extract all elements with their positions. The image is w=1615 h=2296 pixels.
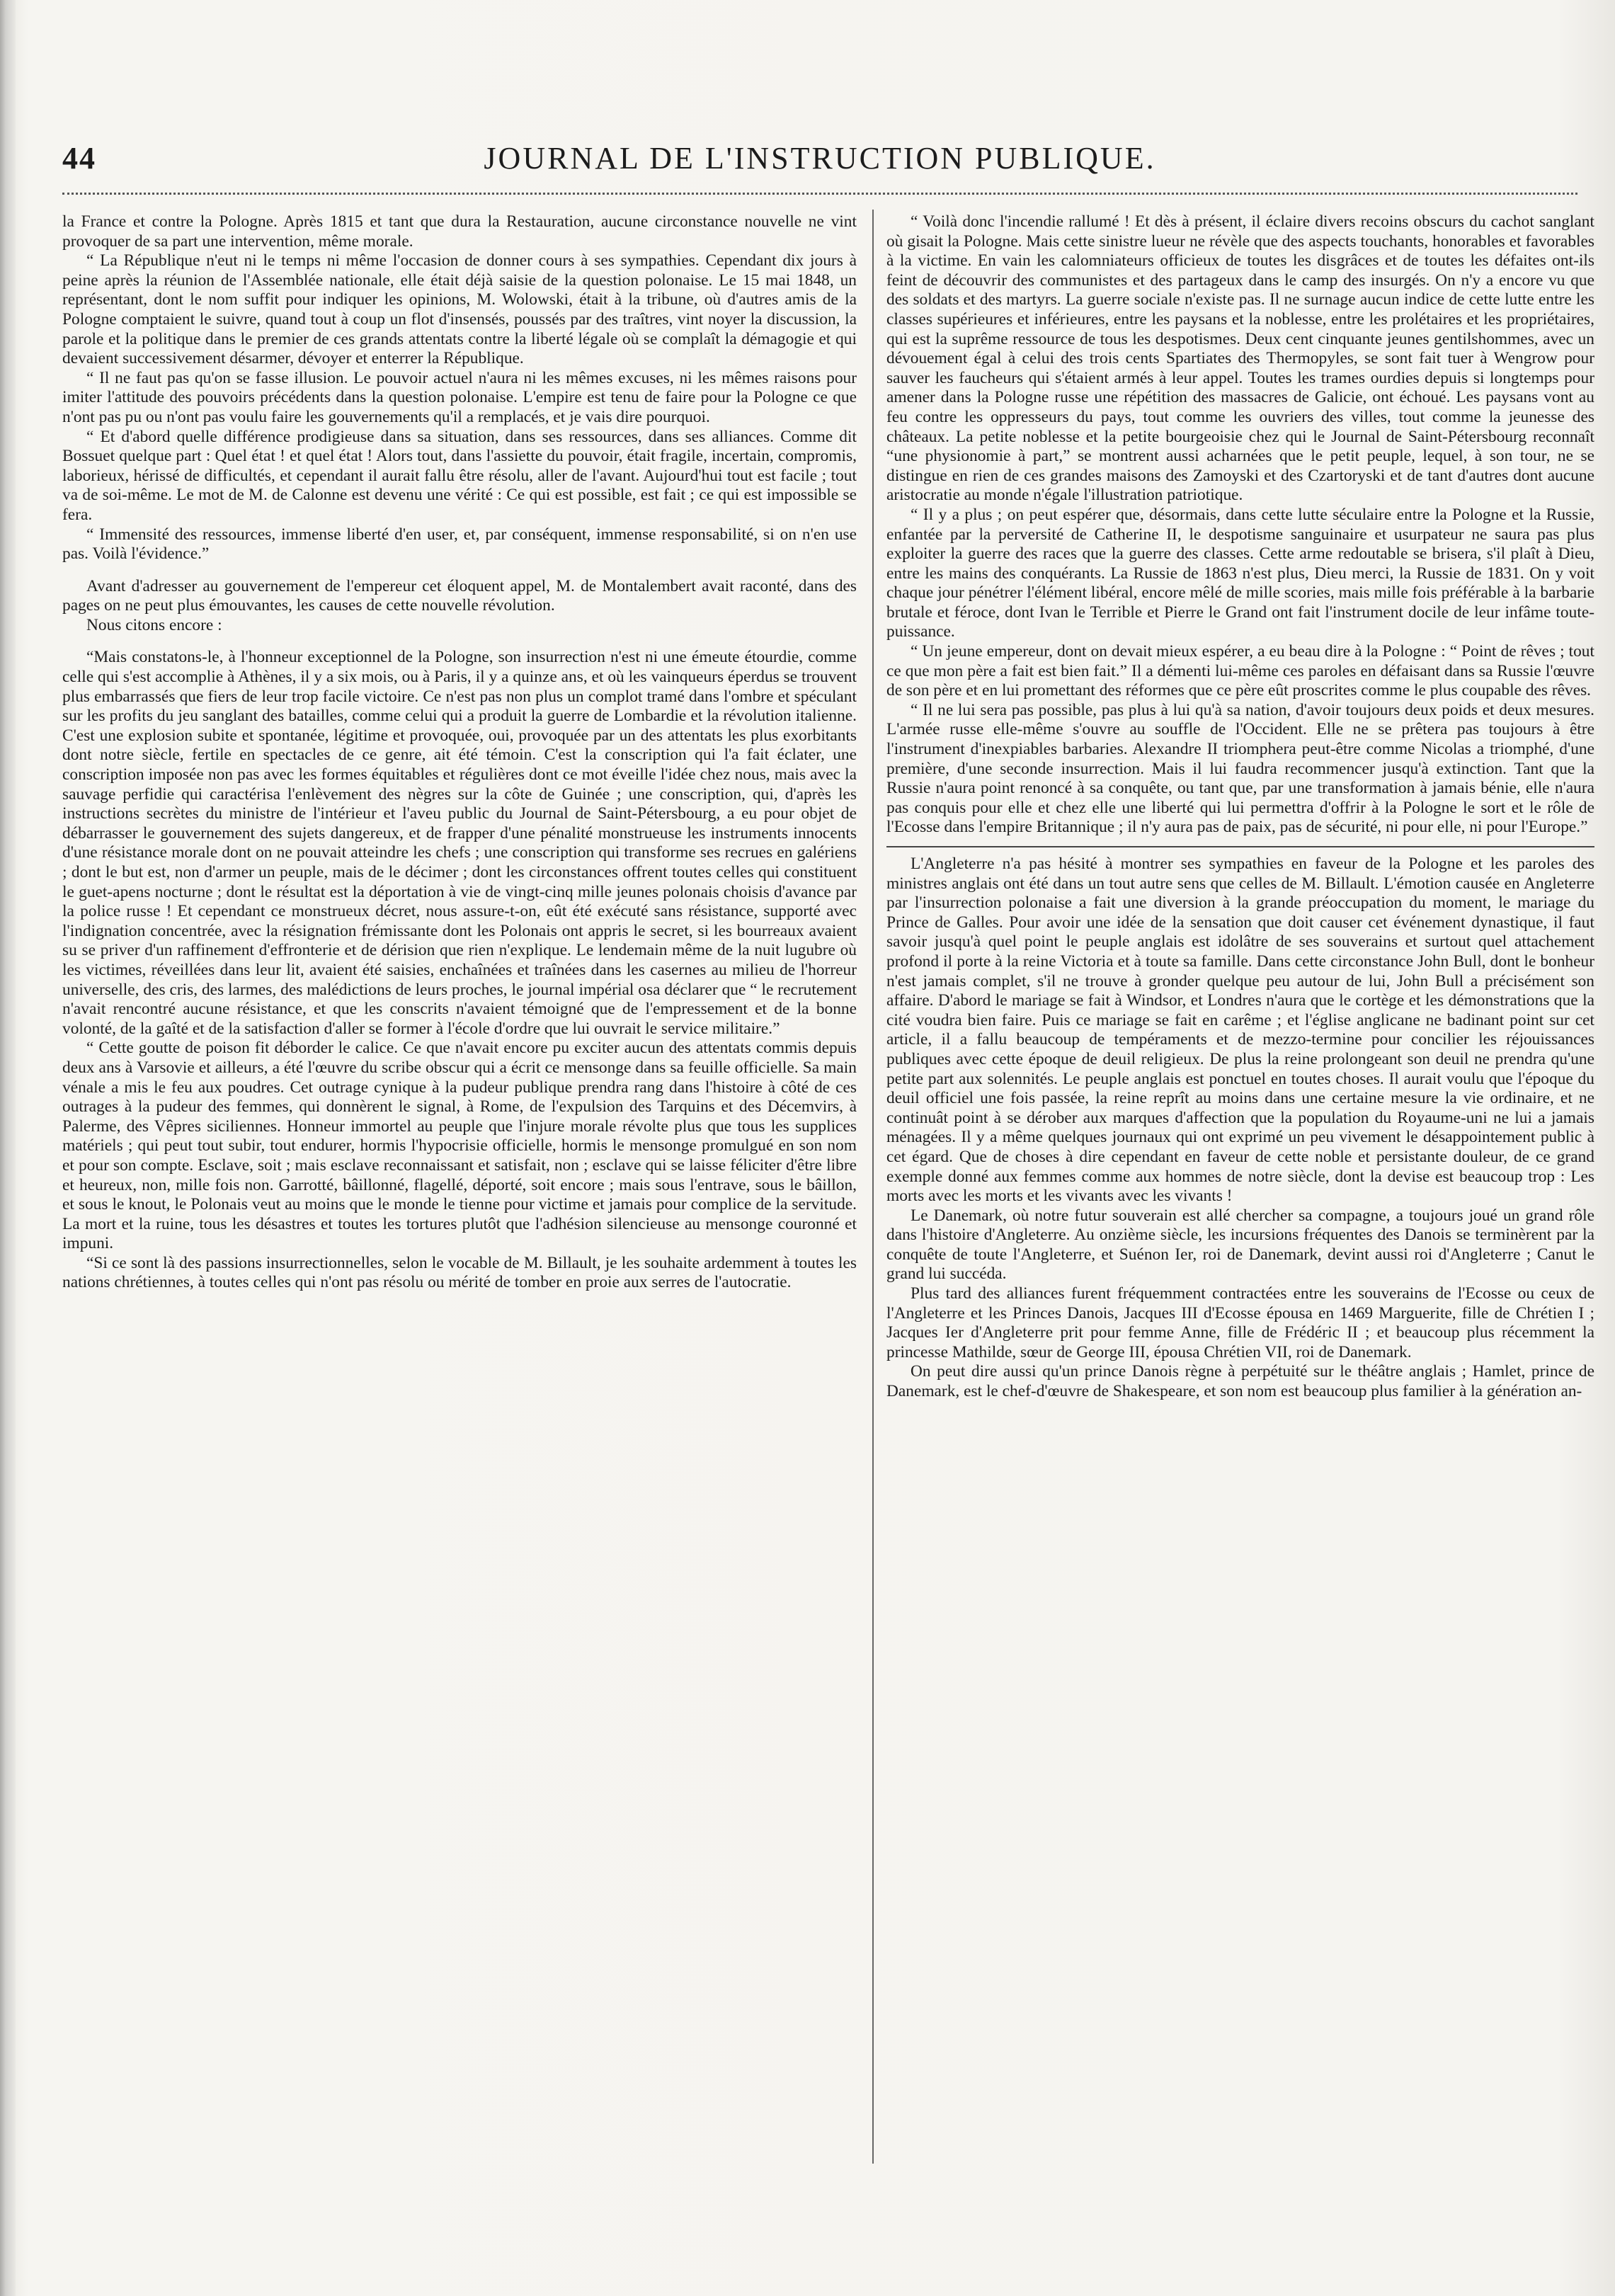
paragraph: “ Un jeune empereur, dont on devait mieux espérer, a eu beau dire à la Pologne : “ Point de rêves ; tout ce que mon père a fait est bien fait.” Il a démenti lui-même ces paroles en défaisant dans sa Russie l'œuvre de son père et en lui promettant des réformes que ce père eût proscrites comme le plus coupable des rêves. — [886, 642, 1594, 700]
paragraph: “ Il y a plus ; on peut espérer que, désormais, dans cette lutte séculaire entre la Pologne et la Russie, enfantée par la perversité de Catherine II, le despotisme sanguinaire et usurpateur ne saura pas plus exploiter la guerre des races que la guerre des classes. Cette arme redoutable se brisera, s'il plaît à Dieu, entre les mains des conquérants. La Russie de 1863 n'est plus, Dieu merci, la Russie de 1831. On y voit chaque jour pénétrer l'élément libéral, encore mêlé de mille scories, mais mille fois préférable à la barbarie brutale et féroce, dont Ivan le Terrible et Pierre le Grand ont fait l'instrument docile de leur infâme toute-puissance. — [886, 505, 1594, 641]
column-divider — [872, 210, 874, 2164]
page-header — [62, 140, 1577, 183]
paragraph: Plus tard des alliances furent fréquemment contractées entre les souverains de l'Ecosse ou ceux de l'Angleterre et les Princes Danois, Jacques III d'Ecosse épousa en 1469 Marguerite, fille de Chrétien I ; Jacques Ier d'Angleterre prit pour femme Anne, fille de Frédéric II ; et beaucoup plus récemment la princesse Mathilde, sœur de George III, épousa Chrétien VII, roi de Danemark. — [886, 1284, 1594, 1361]
paragraph: la France et contre la Pologne. Après 1815 et tant que dura la Restauration, aucune circonstance nouvelle ne vint provoquer de sa part une intervention, même morale. — [62, 212, 857, 251]
paragraph: “ Cette goutte de poison fit déborder le calice. Ce que n'avait encore pu exciter aucun des attentats commis depuis deux ans à Varsovie et ailleurs, a été l'œuvre du scribe obscur qui a écrit ce mensonge dans sa feuille officielle. Sa main vénale a mis le feu aux poudres. Cet outrage cynique à la pudeur publique prendra rang dans l'histoire à côté de ces outrages à la pudeur des femmes, qui donnèrent le signal, à Rome, de l'expulsion des Tarquins et des Décemvirs, à Palerme, des Vêpres siciliennes. Honneur immortel au peuple que l'injure morale révolte plus que tous les supplices matériels ; qui peut tout subir, tout endurer, hormis l'hypocrisie officielle, hormis le mensonge promulgué en son nom et pour son compte. Esclave, soit ; mais esclave reconnaissant et satisfait, non ; esclave qui se laisse féliciter d'être libre et heureux, non, mille fois non. Garrotté, bâillonné, flagellé, déporté, soit encore ; mais sous l'entrave, sous le bâillon, et sous le knout, le Polonais veut au moins que le monde le tienne pour victime et jamais pour complice de la servitude. La mort et la ruine, tous les désastres et toutes les tortures plutôt que l'adhésion silencieuse au mensonge couronné et impuni. — [62, 1039, 857, 1253]
paragraph: Nous citons encore : — [86, 615, 222, 634]
paragraph: “Si ce sont là des passions insurrectionnelles, selon le vocable de M. Billault, je les souhaite ardemment à toutes les nations chrétiennes, à toutes celles qui n'ont pas résolu ou mérité de tomber en proie aux serres de l'autocratie. — [62, 1253, 857, 1292]
paragraph: “ La République n'eut ni le temps ni même l'occasion de donner cours à ses sympathies. Cependant dix jours à peine après la réunion de l'Assemblée nationale, elle était déjà saisie de la question polonaise. Le 15 mai 1848, un représentant, dont le nom suffit pour indiquer les opinions, M. Wolowski, était à la tribune, où d'autres amis de la Pologne comptaient le suivre, quand tout à coup un flot d'insensés, poussés par des traîtres, vint noyer la discussion, la parole et la politique dans le premier de ces grands attentats contre la liberté légale où se complaît la démagogie et qui devaient successivement désarmer, dévoyer et enterrer la République. — [62, 251, 857, 368]
paragraph: Le Danemark, où notre futur souverain est allé chercher sa compagne, a toujours joué un grand rôle dans l'histoire d'Angleterre. Au onzième siècle, les incursions fréquentes des Danois se terminèrent par la conquête de toute l'Angleterre, et Suénon Ier, roi de Danemark, devint aussi roi d'Angleterre ; Canut le grand lui succéda. — [886, 1206, 1594, 1284]
header-rule — [62, 193, 1577, 195]
paragraph: “ Et d'abord quelle différence prodigieuse dans sa situation, dans ses ressources, dans ses alliances. Comme dit Bossuet quelque part : Quel état ! et quel état ! Alors tout, dans l'assiette du pouvoir, était fragile, incertain, compromis, laborieux, hérissé de difficultés, et cependant il aurait fallu être résolu, aller de l'avant. Aujourd'hui tout est facile ; tout va de soi-même. Le mot de M. de Calonne est devenu une vérité : Ce qui est possible, est fait ; ce qui est impossible se fera. — [62, 427, 857, 524]
section-rule — [886, 846, 1594, 847]
paragraph: “Mais constatons-le, à l'honneur exceptionnel de la Pologne, son insurrection n'est ni une émeute étourdie, comme celle qui s'est accomplie à Athènes, il y a six mois, ou à Paris, il y a quinze ans, et où les vainqueurs éperdus se trouvent plus embarrassés que fiers de leur trop facile victoire. Ce n'est pas non plus un complot tramé dans l'ombre et spéculant sur les profits du jeu sanglant des batailles, comme celui qui a produit la guerre de Lombardie et la révolution italienne. C'est une explosion subite et spontanée, légitime et provoquée, oui, provoquée par un des attentats les plus exorbitants dont notre siècle, fertile en spectacles de ce genre, ait été témoin. C'est la conscription qui l'a fait éclater, une conscription imposée non pas avec les formes équitables et régulières dont ce mot éveille l'idée chez nous, mais avec la sauvage perfidie qui caractérisa l'enlèvement des nègres sur la côte de Guinée ; une conscription, qui, d'après les instructions secrètes du ministre de l'intérieur et l'aveu public du Journal de Saint-Pétersbourg, a eu pour objet de débarrasser le gouvernement des sujets dangereux, et de frapper d'une pénalité monstrueuse les instruments innocents d'une résistance morale dont on ne pouvait atteindre les chefs ; une conscription qui transforme ses recrues en galériens ; dont le but est, non d'armer un peuple, mais de le décimer ; dont les circonstances offrent toutes celles qui constituent le guet-apens nocturne ; dont le résultat est la déportation à vie de vingt-cinq mille jeunes polonais choisis d'avance par la police russe ! Et cependant ce monstrueux décret, nous assure-t-on, eût été exécuté sans résistance, supporté avec l'indignation concentrée, avec la résignation frémissante dont les Polonais ont appris le secret, si les bourreaux avaient su se priver d'un raffinement d'effronterie et de dérision que rien n'explique. Le lendemain même de la nuit lugubre où les victimes, réveillées dans leur lit, avaient été saisies, enchaînées et traînées dans les casernes au milieu de l'horreur universelle, des cris, des larmes, des malédictions de leurs proches, le journal impérial osa déclarer que “ le recrutement n'avait rencontré aucune résistance, et que les conscrits n'avaient témoigné que de l'empressement et de la bonne volonté, de la gaîté et de la satisfaction d'aller se former à l'école d'ordre que lui ouvrait le service militaire.” — [62, 648, 857, 1038]
paragraph: “ Immensité des ressources, immense liberté d'en user, et, par conséquent, immense responsabilité, si on n'en use pas. Voilà l'évidence.” — [62, 525, 857, 564]
journal-title: JOURNAL DE L'INSTRUCTION PUBLIQUE. — [484, 141, 1156, 176]
paragraph: On peut dire aussi qu'un prince Danois règne à perpétuité sur le théâtre anglais ; Hamlet, prince de Danemark, est le chef-d'œuvre de Shakespeare, et son nom est beaucoup plus familier à la génération an- — [886, 1362, 1594, 1401]
paragraph: “ Il ne lui sera pas possible, pas plus à lui qu'à sa nation, d'avoir toujours deux poids et deux mesures. L'armée russe elle-même s'ouvre au souffle de l'Occident. Elle ne se prêtera pas toujours à être l'instrument d'inexpiables barbaries. Alexandre II triomphera peut-être comme Nicolas a triomphé, d'une première, d'une seconde insurrection. Mais il lui faudra recommencer jusqu'à extinction. Tant que la Russie n'aura point renoncé à sa conquête, ou tant que, par une transformation à jamais bénie, elle n'aura pas conquis pour elle et chez elle une liberté qui lui permettra d'offrir à la Pologne le sort et le rôle de l'Ecosse dans l'empire Britannique ; il n'y aura pas de paix, pas de sécurité, ni pour elle, ni pour l'Europe.” — [886, 700, 1594, 837]
paragraph: “ Il ne faut pas qu'on se fasse illusion. Le pouvoir actuel n'aura ni les mêmes excuses, ni les mêmes raisons pour imiter l'attitude des pouvoirs précédents dans la question polonaise. L'empire est tenu de faire pour la Pologne ce que n'ont pas pu ou n'ont pas voulu faire les gouvernements qu'il a remplacés, et je vais dire pourquoi. — [62, 368, 857, 426]
right-column — [886, 212, 1594, 2195]
binding-spine-shadow — [0, 0, 16, 2296]
paragraph: Avant d'adresser au gouvernement de l'empereur cet éloquent appel, M. de Montalembert avait raconté, dans des pages on ne peut plus émouvantes, les causes de cette nouvelle révolution. — [62, 576, 857, 615]
paragraph: “ Voilà donc l'incendie rallumé ! Et dès à présent, il éclaire divers recoins obscurs du cachot sanglant où gisait la Pologne. Mais cette sinistre lueur ne révèle que des aspects touchants, honorables et favorables à la victime. En vain les calomniateurs officieux de toutes les disgrâces et de toutes les défaites ont-ils feint de découvrir des communistes et des partageux dans le camp des insurgés. On n'y a encore vu que des soldats et des martyrs. La guerre sociale n'existe pas. Il ne surnage aucun indice de cette lutte entre les classes supérieures et inférieures, entre les paysans et la noblesse, entre les prolétaires et les propriétaires, qui est la suprême ressource de tous les despotismes. Deux cent cinquante jeunes gentilshommes, avec un dévouement égal à celui des trois cents Spartiates des Thermopyles, se sont fait tuer à Wengrow pour sauver les faucheurs qui s'étaient armés à leur appel. Toutes les trames ourdies depuis si longtemps pour amener dans la Pologne russe une répétition des massacres de Galicie, ont échoué. Les paysans vont au feu contre les oppresseurs du pays, tout comme les ouvriers des villes, tout comme la jeunesse des châteaux. La petite noblesse et la petite bourgeoisie chez qui le Journal de Saint-Pétersbourg reconnaît “une physionomie à part,” se montrent aussi acharnées que le petit peuple, lequel, à son tour, ne se distingue en rien de ces grandes maisons des Zamoyski et des Czartoryski et de tant d'autres dont aucune aristocratie au monde n'égale l'illustration patriotique. — [886, 212, 1594, 505]
left-column — [62, 212, 857, 2195]
page-number: 44 — [62, 141, 96, 176]
paragraph: L'Angleterre n'a pas hésité à montrer ses sympathies en faveur de la Pologne et les paroles des ministres anglais ont été dans un tout autre sens que celles de M. Billault. L'émotion causée en Angleterre par l'insurrection polonaise a fait une diversion à la grande préoccupation du moment, le mariage du Prince de Galles. Pour avoir une idée de la sensation que doit causer cet événement dynastique, il faut savoir jusqu'à quel point le peuple anglais est idolâtre de ses souverains et surtout quel attachement profond il porte à la reine Victoria et à toute sa famille. Dans cette circonstance John Bull, dont le bonheur n'est jamais complet, s'il ne trouve à gronder quelque peu autour de lui, John Bull a précisément son affaire. D'abord le mariage se fait à Windsor, et Londres n'aura que le cortège et les démonstrations que la cité voudra bien faire. Puis ce mariage se fait en carême ; et l'église anglicane ne badinant point sur cet article, il a fallu beaucoup de tempéraments et de mezzo-termine pour concilier les réjouissances publiques avec cette époque de deuil religieux. De plus la reine prolongeant son deuil ne prendra qu'une petite part aux solennités. Le peuple anglais est ponctuel en toutes choses. Il aurait voulu que l'époque du deuil officiel une fois passée, la reine reprît au moins dans une certaine mesure la vie ordinaire, et ne continuât point à se dérober aux marques d'affection que la population du Royaume-uni ne lui a jamais ménagées. Il y a même quelques journaux qui ont exprimé un peu vivement le désappointement public à cet égard. Que de choses à dire cependant en faveur de cette noble et persistante douleur, de ce grand exemple donné aux femmes comme aux hommes de notre siècle, dont la devise est beaucoup trop : Les morts avec les morts et les vivants avec les vivants ! — [886, 855, 1594, 1206]
